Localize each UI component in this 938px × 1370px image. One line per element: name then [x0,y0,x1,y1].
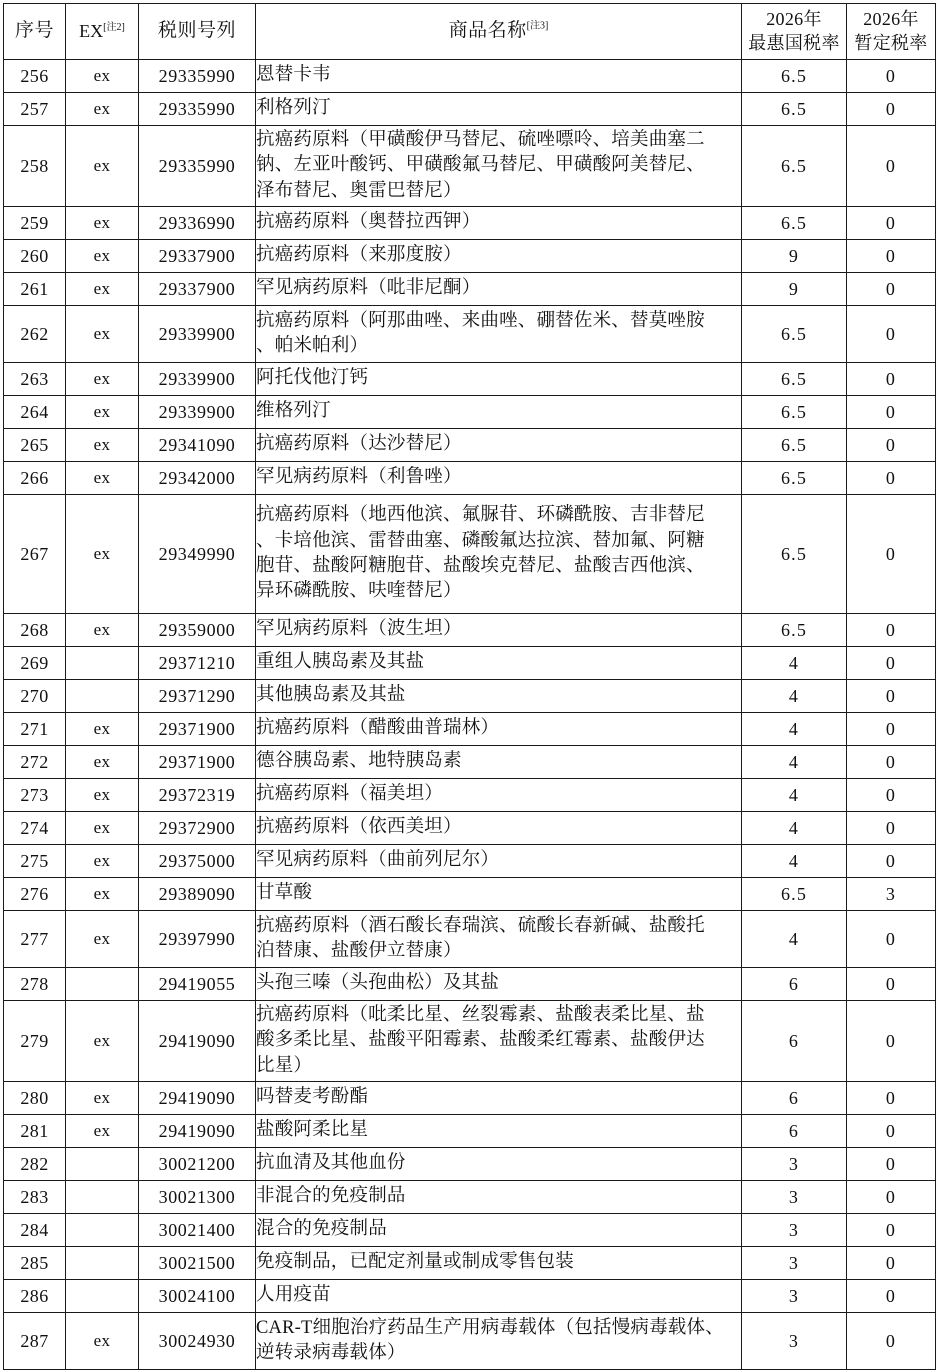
table-row [4,240,936,273]
commodity-name-line: 泽布替尼、奥雷巴替尼） [256,180,462,201]
cell-ex-marker: ex [66,845,139,878]
commodity-name-line: 罕见病药原料（波生坦） [256,619,462,640]
cell-provisional-rate: 3 [847,878,936,911]
cell-sequence-number: 279 [4,1001,66,1082]
cell-mfn-rate: 6.5 [742,495,847,614]
cell-mfn-rate: 6 [742,968,847,1001]
cell-sequence-number: 275 [4,845,66,878]
cell-mfn-rate: 6.5 [742,462,847,495]
cell-commodity-name [256,845,742,878]
commodity-name-line: 罕见病药原料（吡非尼酮） [256,278,481,299]
table-row [4,363,936,396]
cell-ex-marker: ex [66,396,139,429]
commodity-name-line: 泊替康、盐酸伊立替康） [256,941,462,961]
commodity-name-line: 甘草酸 [256,883,313,904]
commodity-name-line: 抗癌药原料（醋酸曲普瑞林） [256,718,500,739]
cell-provisional-rate: 0 [847,429,936,462]
commodity-name-line: 恩替卡韦 [256,65,331,86]
cell-provisional-rate: 0 [847,911,936,968]
cell-provisional-rate: 0 [847,93,936,126]
table-row [4,1247,936,1280]
table-row [4,1313,936,1370]
cell-commodity-name [256,207,742,240]
column-header-tariff-code [139,4,256,60]
cell-sequence-number: 274 [4,812,66,845]
cell-mfn-rate: 6.5 [742,878,847,911]
cell-sequence-number: 260 [4,240,66,273]
cell-provisional-rate: 0 [847,1082,936,1115]
cell-commodity-name [256,1247,742,1280]
cell-ex-marker: ex [66,878,139,911]
cell-provisional-rate: 0 [847,396,936,429]
cell-ex-marker: ex [66,1115,139,1148]
cell-sequence-number: 257 [4,93,66,126]
cell-mfn-rate: 4 [742,746,847,779]
cell-ex-marker: ex [66,746,139,779]
cell-commodity-name [256,1001,742,1082]
commodity-name-line: 抗癌药原料（阿那曲唑、来曲唑、硼替佐米、替莫唑胺 [256,310,705,331]
commodity-name-line: 抗癌药原料（吡柔比星、丝裂霉素、盐酸表柔比星、盐 [256,1004,705,1025]
cell-sequence-number: 280 [4,1082,66,1115]
cell-mfn-rate: 6.5 [742,614,847,647]
cell-tariff-code: 29342000 [139,462,256,495]
commodity-name-line: 混合的免疫制品 [256,1219,387,1240]
commodity-name-line: 头孢三嗪（头孢曲松）及其盐 [256,973,500,994]
cell-mfn-rate: 4 [742,680,847,713]
commodity-name-line: 抗癌药原料（依西美坦） [256,817,462,838]
cell-ex-marker: ex [66,429,139,462]
cell-commodity-name [256,614,742,647]
table-row [4,273,936,306]
header-ex-text [66,20,138,43]
table-row [4,812,936,845]
cell-tariff-code: 30021400 [139,1214,256,1247]
table-row [4,713,936,746]
table-row [4,1115,936,1148]
table-row [4,1082,936,1115]
commodity-name-line: 抗癌药原料（酒石酸长春瑞滨、硫酸长春新碱、盐酸托 [256,915,705,936]
cell-sequence-number: 282 [4,1148,66,1181]
table-row [4,93,936,126]
table-body [4,60,936,1370]
cell-ex-marker: ex [66,911,139,968]
cell-sequence-number: 277 [4,911,66,968]
cell-tariff-code: 29336990 [139,207,256,240]
cell-commodity-name [256,812,742,845]
table-row [4,495,936,614]
table-row [4,462,936,495]
cell-provisional-rate: 0 [847,306,936,363]
cell-commodity-name [256,680,742,713]
cell-mfn-rate: 6.5 [742,60,847,93]
table-row [4,126,936,207]
cell-sequence-number: 268 [4,614,66,647]
cell-provisional-rate: 0 [847,1148,936,1181]
cell-sequence-number: 272 [4,746,66,779]
cell-sequence-number: 264 [4,396,66,429]
commodity-name-line: 罕见病药原料（利鲁唑） [256,467,462,488]
cell-commodity-name [256,462,742,495]
cell-provisional-rate: 0 [847,713,936,746]
column-header-sequence [4,4,66,60]
cell-sequence-number: 284 [4,1214,66,1247]
commodity-name-line: 异环磷酰胺、呋喹替尼） [256,581,462,602]
header-row [4,4,936,60]
cell-sequence-number: 261 [4,273,66,306]
cell-commodity-name [256,713,742,746]
commodity-name-line: 抗癌药原料（奥替拉西钾） [256,212,481,233]
cell-sequence-number: 276 [4,878,66,911]
column-header-mfn-rate [742,4,847,60]
cell-sequence-number: 285 [4,1247,66,1280]
table-row [4,1001,936,1082]
cell-tariff-code: 29419090 [139,1001,256,1082]
table-row [4,1181,936,1214]
cell-sequence-number: 281 [4,1115,66,1148]
cell-commodity-name [256,779,742,812]
column-header-commodity-name [256,4,742,60]
cell-ex-marker: ex [66,1313,139,1370]
commodity-name-line: 免疫制品，已配定剂量或制成零售包装 [256,1252,574,1273]
cell-ex-marker [66,680,139,713]
commodity-name-line: 、帕米帕利） [256,336,369,356]
cell-ex-marker: ex [66,306,139,363]
cell-provisional-rate: 0 [847,60,936,93]
commodity-name-line: 重组人胰岛素及其盐 [256,652,425,673]
table-row [4,878,936,911]
cell-ex-marker: ex [66,273,139,306]
cell-tariff-code: 29371290 [139,680,256,713]
commodity-name-line: 酸多柔比星、盐酸平阳霉素、盐酸柔红霉素、盐酸伊达 [256,1030,705,1051]
cell-sequence-number: 258 [4,126,66,207]
cell-tariff-code: 29335990 [139,60,256,93]
cell-mfn-rate: 9 [742,240,847,273]
commodity-name-line: 罕见病药原料（曲前列尼尔） [256,850,500,871]
table-row [4,911,936,968]
cell-commodity-name [256,746,742,779]
cell-tariff-code: 30024930 [139,1313,256,1370]
column-header-provisional-rate [847,4,936,60]
cell-provisional-rate: 0 [847,680,936,713]
table-header [4,4,936,60]
cell-ex-marker: ex [66,240,139,273]
commodity-name-line: 钠、左亚叶酸钙、甲磺酸氟马替尼、甲磺酸阿美替尼、 [256,155,705,176]
cell-provisional-rate: 0 [847,1280,936,1313]
cell-commodity-name [256,1148,742,1181]
cell-ex-marker: ex [66,614,139,647]
commodity-name-line: 人用疫苗 [256,1285,331,1306]
commodity-name-line: CAR-T细胞治疗药品生产用病毒载体（包括慢病毒载体、 [256,1317,724,1338]
cell-tariff-code: 29335990 [139,93,256,126]
cell-commodity-name [256,968,742,1001]
cell-mfn-rate: 3 [742,1214,847,1247]
header-name-text [256,19,741,44]
cell-provisional-rate: 0 [847,845,936,878]
cell-mfn-rate: 3 [742,1181,847,1214]
cell-provisional-rate: 0 [847,1313,936,1370]
table-row [4,680,936,713]
cell-sequence-number: 283 [4,1181,66,1214]
table-row [4,647,936,680]
table-row [4,845,936,878]
table-row [4,614,936,647]
table-row [4,1280,936,1313]
cell-ex-marker [66,1181,139,1214]
cell-ex-marker: ex [66,93,139,126]
header-code-text: 税则号列 [157,20,236,42]
cell-provisional-rate: 0 [847,273,936,306]
header-ex-footnote: [注2] [103,21,125,33]
cell-mfn-rate: 6.5 [742,126,847,207]
cell-ex-marker: ex [66,779,139,812]
cell-commodity-name [256,1115,742,1148]
cell-mfn-rate: 9 [742,273,847,306]
commodity-name-line: 盐酸阿柔比星 [256,1120,369,1141]
cell-commodity-name [256,240,742,273]
table-row [4,1148,936,1181]
cell-tariff-code: 29339900 [139,306,256,363]
cell-provisional-rate: 0 [847,126,936,207]
cell-mfn-rate: 6.5 [742,396,847,429]
header-prov-label: 暂定税率 [854,32,928,53]
cell-ex-marker [66,968,139,1001]
table-row [4,396,936,429]
cell-provisional-rate: 0 [847,1115,936,1148]
cell-ex-marker: ex [66,1001,139,1082]
cell-sequence-number: 265 [4,429,66,462]
cell-sequence-number: 259 [4,207,66,240]
cell-tariff-code: 30021200 [139,1148,256,1181]
cell-provisional-rate: 0 [847,240,936,273]
cell-mfn-rate: 6.5 [742,93,847,126]
column-header-ex [66,4,139,60]
commodity-name-line: 逆转录病毒载体） [256,1343,406,1363]
table-row [4,429,936,462]
cell-provisional-rate: 0 [847,363,936,396]
cell-sequence-number: 270 [4,680,66,713]
cell-tariff-code: 29372319 [139,779,256,812]
cell-tariff-code: 29375000 [139,845,256,878]
cell-provisional-rate: 0 [847,1214,936,1247]
commodity-name-line: 抗血清及其他血份 [256,1153,406,1174]
cell-commodity-name [256,1214,742,1247]
cell-commodity-name [256,1280,742,1313]
table-row [4,306,936,363]
header-ex-label: EX [79,20,104,41]
header-name-label: 商品名称 [448,20,527,42]
table-row [4,779,936,812]
cell-provisional-rate: 0 [847,207,936,240]
cell-tariff-code: 29419090 [139,1115,256,1148]
table-row [4,1214,936,1247]
cell-sequence-number: 263 [4,363,66,396]
cell-sequence-number: 267 [4,495,66,614]
cell-mfn-rate: 4 [742,911,847,968]
cell-ex-marker: ex [66,126,139,207]
cell-sequence-number: 262 [4,306,66,363]
cell-sequence-number: 273 [4,779,66,812]
cell-commodity-name [256,911,742,968]
commodity-name-line: 阿托伐他汀钙 [256,368,369,389]
commodity-name-line: 抗癌药原料（来那度胺） [256,245,462,266]
cell-provisional-rate: 0 [847,614,936,647]
cell-provisional-rate: 0 [847,1181,936,1214]
commodity-name-line: 抗癌药原料（福美坦） [256,784,444,805]
cell-commodity-name [256,273,742,306]
cell-commodity-name [256,60,742,93]
commodity-name-line: 吗替麦考酚酯 [256,1087,369,1108]
cell-mfn-rate: 4 [742,812,847,845]
cell-commodity-name [256,396,742,429]
cell-mfn-rate: 6.5 [742,363,847,396]
cell-sequence-number: 278 [4,968,66,1001]
table-row [4,746,936,779]
cell-mfn-rate: 3 [742,1148,847,1181]
cell-ex-marker: ex [66,495,139,614]
cell-commodity-name [256,878,742,911]
cell-mfn-rate: 6.5 [742,207,847,240]
header-seq-text: 序号 [14,20,54,42]
cell-ex-marker [66,647,139,680]
cell-tariff-code: 29419055 [139,968,256,1001]
commodity-name-line: 其他胰岛素及其盐 [256,685,406,706]
commodity-name-line: 维格列汀 [256,401,331,422]
cell-tariff-code: 29337900 [139,240,256,273]
cell-ex-marker [66,1148,139,1181]
cell-mfn-rate: 3 [742,1247,847,1280]
cell-tariff-code: 29349990 [139,495,256,614]
table-row [4,207,936,240]
cell-ex-marker: ex [66,207,139,240]
cell-mfn-rate: 3 [742,1280,847,1313]
cell-sequence-number: 269 [4,647,66,680]
cell-mfn-rate: 6 [742,1001,847,1082]
cell-tariff-code: 29339900 [139,396,256,429]
cell-provisional-rate: 0 [847,746,936,779]
commodity-name-line: 抗癌药原料（甲磺酸伊马替尼、硫唑嘌呤、培美曲塞二 [256,129,705,150]
cell-mfn-rate: 4 [742,779,847,812]
cell-commodity-name [256,1181,742,1214]
cell-tariff-code: 29339900 [139,363,256,396]
cell-tariff-code: 30021500 [139,1247,256,1280]
cell-provisional-rate: 0 [847,462,936,495]
cell-mfn-rate: 3 [742,1313,847,1370]
cell-commodity-name [256,429,742,462]
cell-sequence-number: 256 [4,60,66,93]
cell-tariff-code: 29371900 [139,746,256,779]
header-mfn-label: 最惠国税率 [748,32,840,53]
cell-commodity-name [256,495,742,614]
cell-tariff-code: 30024100 [139,1280,256,1313]
cell-ex-marker: ex [66,462,139,495]
cell-provisional-rate: 0 [847,968,936,1001]
header-name-footnote: [注3] [526,20,549,32]
cell-sequence-number: 286 [4,1280,66,1313]
header-mfn-year: 2026年 [766,9,822,30]
cell-ex-marker [66,1280,139,1313]
cell-tariff-code: 29371210 [139,647,256,680]
tariff-table [3,3,936,1370]
cell-tariff-code: 29335990 [139,126,256,207]
commodity-name-line: 德谷胰岛素、地特胰岛素 [256,751,462,772]
cell-commodity-name [256,363,742,396]
cell-tariff-code: 29337900 [139,273,256,306]
commodity-name-line: 抗癌药原料（达沙替尼） [256,434,462,455]
cell-tariff-code: 29389090 [139,878,256,911]
cell-commodity-name [256,306,742,363]
cell-provisional-rate: 0 [847,779,936,812]
cell-provisional-rate: 0 [847,812,936,845]
cell-tariff-code: 29371900 [139,713,256,746]
cell-commodity-name [256,647,742,680]
cell-mfn-rate: 6.5 [742,429,847,462]
cell-tariff-code: 29359000 [139,614,256,647]
cell-ex-marker [66,1247,139,1280]
cell-sequence-number: 271 [4,713,66,746]
cell-ex-marker: ex [66,60,139,93]
header-prov-year: 2026年 [863,9,919,30]
commodity-name-line: 抗癌药原料（地西他滨、氟脲苷、环磷酰胺、吉非替尼 [256,505,705,526]
commodity-name-line: 利格列汀 [256,98,331,119]
cell-ex-marker [66,1214,139,1247]
cell-sequence-number: 287 [4,1313,66,1370]
cell-mfn-rate: 6.5 [742,306,847,363]
cell-tariff-code: 29397990 [139,911,256,968]
cell-ex-marker: ex [66,1082,139,1115]
cell-provisional-rate: 0 [847,647,936,680]
commodity-name-line: 比星） [256,1055,313,1076]
cell-tariff-code: 29341090 [139,429,256,462]
table-row [4,968,936,1001]
cell-ex-marker: ex [66,363,139,396]
cell-provisional-rate: 0 [847,1001,936,1082]
cell-mfn-rate: 4 [742,647,847,680]
cell-tariff-code: 29372900 [139,812,256,845]
cell-mfn-rate: 6 [742,1082,847,1115]
table-row [4,60,936,93]
cell-tariff-code: 30021300 [139,1181,256,1214]
cell-mfn-rate: 4 [742,713,847,746]
cell-commodity-name [256,93,742,126]
cell-mfn-rate: 4 [742,845,847,878]
commodity-name-line: 非混合的免疫制品 [256,1186,406,1207]
cell-commodity-name [256,1082,742,1115]
cell-ex-marker: ex [66,713,139,746]
cell-tariff-code: 29419090 [139,1082,256,1115]
cell-commodity-name [256,126,742,207]
cell-mfn-rate: 6 [742,1115,847,1148]
cell-ex-marker: ex [66,812,139,845]
commodity-name-line: 、卡培他滨、雷替曲塞、磷酸氟达拉滨、替加氟、阿糖 [256,530,705,551]
cell-sequence-number: 266 [4,462,66,495]
commodity-name-line: 胞苷、盐酸阿糖胞苷、盐酸埃克替尼、盐酸吉西他滨、 [256,556,705,576]
cell-provisional-rate: 0 [847,495,936,614]
cell-provisional-rate: 0 [847,1247,936,1280]
cell-commodity-name [256,1313,742,1370]
